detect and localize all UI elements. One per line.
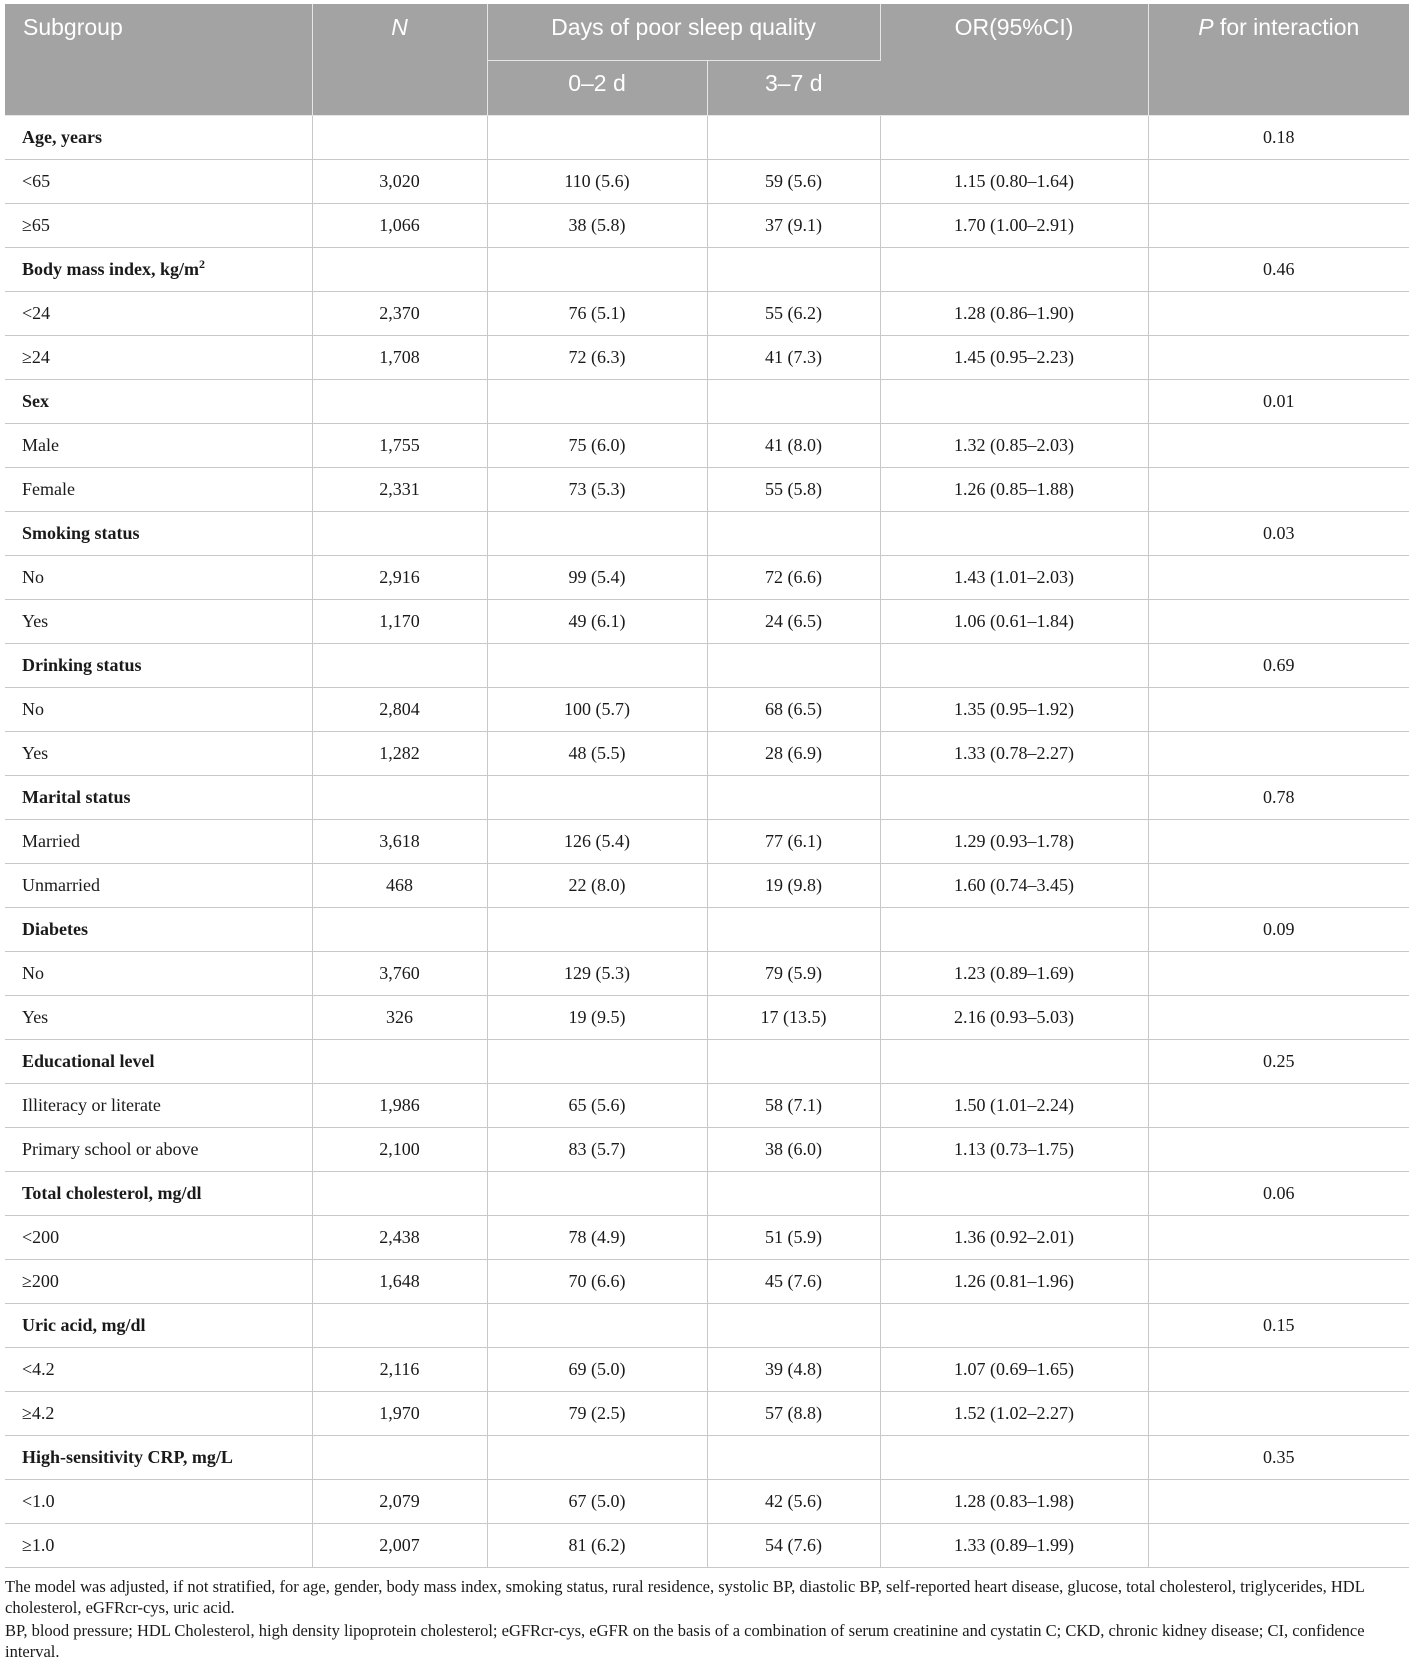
group-label [5, 116, 312, 160]
row-or-ci: 1.33 (0.78–2.27) [880, 732, 1148, 776]
row-or-ci: 1.07 (0.69–1.65) [880, 1348, 1148, 1392]
group-header-row [5, 248, 1409, 292]
table-row [5, 292, 1409, 336]
row-3-7-days: 54 (7.6) [707, 1524, 880, 1568]
row-0-2-days: 78 (4.9) [487, 1216, 707, 1260]
row-3-7-days: 58 (7.1) [707, 1084, 880, 1128]
p-value-text: 0.25 [1263, 1051, 1295, 1071]
table-row [5, 820, 1409, 864]
row-n: 3,618 [312, 820, 487, 864]
row-3-7-days: 55 (5.8) [707, 468, 880, 512]
group-d37-cell [707, 1172, 880, 1216]
row-0-2-days: 110 (5.6) [487, 160, 707, 204]
row-p-empty [1148, 336, 1409, 380]
row-p-empty [1148, 468, 1409, 512]
table-row [5, 1128, 1409, 1172]
group-or-cell [880, 248, 1148, 292]
header-p-italic: P [1198, 14, 1214, 40]
group-d02-cell [487, 644, 707, 688]
row-p-empty [1148, 1524, 1409, 1568]
row-label: Female [5, 468, 312, 512]
row-p-empty [1148, 1260, 1409, 1304]
group-d02-cell [487, 776, 707, 820]
table-row [5, 996, 1409, 1040]
group-or-cell [880, 1436, 1148, 1480]
group-label-text: Diabetes [22, 919, 88, 939]
row-or-ci: 1.15 (0.80–1.64) [880, 160, 1148, 204]
row-0-2-days: 67 (5.0) [487, 1480, 707, 1524]
row-label: Male [5, 424, 312, 468]
row-3-7-days: 37 (9.1) [707, 204, 880, 248]
row-p-empty [1148, 1348, 1409, 1392]
row-3-7-days: 45 (7.6) [707, 1260, 880, 1304]
row-p-empty [1148, 1216, 1409, 1260]
table-row [5, 1084, 1409, 1128]
row-or-ci: 1.35 (0.95–1.92) [880, 688, 1148, 732]
group-p-value [1148, 776, 1409, 820]
row-n: 1,066 [312, 204, 487, 248]
row-label: Married [5, 820, 312, 864]
header-days-poor-sleep: Days of poor sleep quality [487, 4, 880, 61]
group-d37-cell [707, 776, 880, 820]
row-p-empty [1148, 600, 1409, 644]
p-value-text: 0.35 [1263, 1447, 1295, 1467]
row-0-2-days: 22 (8.0) [487, 864, 707, 908]
table-row [5, 468, 1409, 512]
table-row [5, 1480, 1409, 1524]
row-label: <4.2 [5, 1348, 312, 1392]
p-value-text: 0.06 [1263, 1183, 1295, 1203]
row-p-empty [1148, 820, 1409, 864]
group-n-cell [312, 1040, 487, 1084]
group-label [5, 380, 312, 424]
group-n-cell [312, 380, 487, 424]
group-p-value [1148, 116, 1409, 160]
table-row [5, 600, 1409, 644]
p-value-text: 0.18 [1263, 127, 1295, 147]
row-label: ≥1.0 [5, 1524, 312, 1568]
group-or-cell [880, 776, 1148, 820]
row-3-7-days: 51 (5.9) [707, 1216, 880, 1260]
row-p-empty [1148, 556, 1409, 600]
row-3-7-days: 41 (7.3) [707, 336, 880, 380]
group-label-text: Marital status [22, 787, 131, 807]
row-label: <24 [5, 292, 312, 336]
row-0-2-days: 99 (5.4) [487, 556, 707, 600]
group-label [5, 776, 312, 820]
row-n: 2,916 [312, 556, 487, 600]
row-3-7-days: 72 (6.6) [707, 556, 880, 600]
row-3-7-days: 38 (6.0) [707, 1128, 880, 1172]
group-label [5, 512, 312, 556]
row-p-empty [1148, 1128, 1409, 1172]
row-label: No [5, 688, 312, 732]
row-p-empty [1148, 996, 1409, 1040]
row-3-7-days: 57 (8.8) [707, 1392, 880, 1436]
row-or-ci: 1.45 (0.95–2.23) [880, 336, 1148, 380]
row-p-empty [1148, 952, 1409, 996]
group-or-cell [880, 1172, 1148, 1216]
table-header [5, 4, 1409, 116]
row-label: No [5, 952, 312, 996]
row-n: 468 [312, 864, 487, 908]
group-header-row [5, 908, 1409, 952]
group-p-value [1148, 248, 1409, 292]
table-row [5, 204, 1409, 248]
row-3-7-days: 77 (6.1) [707, 820, 880, 864]
row-n: 1,708 [312, 336, 487, 380]
row-n: 2,331 [312, 468, 487, 512]
group-p-value [1148, 512, 1409, 556]
table-row [5, 864, 1409, 908]
row-0-2-days: 75 (6.0) [487, 424, 707, 468]
row-or-ci: 2.16 (0.93–5.03) [880, 996, 1148, 1040]
group-n-cell [312, 1436, 487, 1480]
row-0-2-days: 48 (5.5) [487, 732, 707, 776]
row-or-ci: 1.28 (0.83–1.98) [880, 1480, 1148, 1524]
group-d37-cell [707, 380, 880, 424]
group-header-row [5, 1040, 1409, 1084]
p-value-text: 0.69 [1263, 655, 1295, 675]
table-row [5, 688, 1409, 732]
group-d37-cell [707, 512, 880, 556]
header-n: N [312, 4, 487, 116]
group-d02-cell [487, 248, 707, 292]
group-d02-cell [487, 116, 707, 160]
group-or-cell [880, 1304, 1148, 1348]
row-label: Yes [5, 600, 312, 644]
header-p-interaction [1148, 4, 1409, 116]
row-label: Illiteracy or literate [5, 1084, 312, 1128]
table-body [5, 116, 1409, 1568]
row-n: 2,438 [312, 1216, 487, 1260]
group-or-cell [880, 1040, 1148, 1084]
group-d02-cell [487, 512, 707, 556]
group-n-cell [312, 116, 487, 160]
group-d37-cell [707, 908, 880, 952]
group-label [5, 1172, 312, 1216]
group-label [5, 1436, 312, 1480]
row-3-7-days: 55 (6.2) [707, 292, 880, 336]
row-or-ci: 1.28 (0.86–1.90) [880, 292, 1148, 336]
row-0-2-days: 73 (5.3) [487, 468, 707, 512]
row-0-2-days: 19 (9.5) [487, 996, 707, 1040]
row-or-ci: 1.13 (0.73–1.75) [880, 1128, 1148, 1172]
row-0-2-days: 70 (6.6) [487, 1260, 707, 1304]
header-0-2-days: 0–2 d [487, 61, 707, 116]
group-header-row [5, 644, 1409, 688]
row-p-empty [1148, 864, 1409, 908]
row-3-7-days: 39 (4.8) [707, 1348, 880, 1392]
group-n-cell [312, 644, 487, 688]
row-3-7-days: 42 (5.6) [707, 1480, 880, 1524]
row-p-empty [1148, 1392, 1409, 1436]
row-0-2-days: 69 (5.0) [487, 1348, 707, 1392]
row-or-ci: 1.33 (0.89–1.99) [880, 1524, 1148, 1568]
group-p-value [1148, 1436, 1409, 1480]
row-label: Unmarried [5, 864, 312, 908]
group-n-cell [312, 248, 487, 292]
row-0-2-days: 76 (5.1) [487, 292, 707, 336]
row-or-ci: 1.26 (0.81–1.96) [880, 1260, 1148, 1304]
row-label: Primary school or above [5, 1128, 312, 1172]
group-p-value [1148, 644, 1409, 688]
row-0-2-days: 72 (6.3) [487, 336, 707, 380]
group-or-cell [880, 512, 1148, 556]
subgroup-analysis-table [5, 4, 1409, 1568]
row-3-7-days: 19 (9.8) [707, 864, 880, 908]
group-header-row [5, 512, 1409, 556]
group-label [5, 248, 312, 292]
row-p-empty [1148, 732, 1409, 776]
group-label-text: Educational level [22, 1051, 155, 1071]
header-p-rest: for interaction [1213, 14, 1360, 40]
row-n: 2,804 [312, 688, 487, 732]
group-label-text: Total cholesterol, mg/dl [22, 1183, 202, 1203]
group-header-row [5, 1304, 1409, 1348]
group-d02-cell [487, 380, 707, 424]
header-or-ci: OR(95%CI) [880, 4, 1148, 116]
group-header-row [5, 380, 1409, 424]
group-label-text: High-sensitivity CRP, mg/L [22, 1447, 233, 1467]
group-n-cell [312, 1172, 487, 1216]
row-0-2-days: 79 (2.5) [487, 1392, 707, 1436]
table-row [5, 556, 1409, 600]
row-3-7-days: 17 (13.5) [707, 996, 880, 1040]
group-p-value [1148, 908, 1409, 952]
group-label-text: Uric acid, mg/dl [22, 1315, 146, 1335]
group-p-value [1148, 1172, 1409, 1216]
row-n: 2,100 [312, 1128, 487, 1172]
table-row [5, 160, 1409, 204]
table-row [5, 336, 1409, 380]
group-label-text: Body mass index, kg/m [22, 259, 200, 279]
row-label: <65 [5, 160, 312, 204]
group-p-value [1148, 380, 1409, 424]
table-row [5, 1524, 1409, 1568]
row-3-7-days: 41 (8.0) [707, 424, 880, 468]
row-3-7-days: 59 (5.6) [707, 160, 880, 204]
row-p-empty [1148, 1480, 1409, 1524]
group-or-cell [880, 908, 1148, 952]
group-d02-cell [487, 1436, 707, 1480]
p-value-text: 0.01 [1263, 391, 1295, 411]
row-or-ci: 1.36 (0.92–2.01) [880, 1216, 1148, 1260]
row-n: 1,648 [312, 1260, 487, 1304]
row-or-ci: 1.43 (1.01–2.03) [880, 556, 1148, 600]
row-label: <200 [5, 1216, 312, 1260]
group-n-cell [312, 512, 487, 556]
table-row [5, 1216, 1409, 1260]
group-label-text: Age, years [22, 127, 102, 147]
group-or-cell [880, 644, 1148, 688]
table-row [5, 952, 1409, 996]
row-n: 1,986 [312, 1084, 487, 1128]
row-or-ci: 1.60 (0.74–3.45) [880, 864, 1148, 908]
group-d02-cell [487, 1304, 707, 1348]
row-p-empty [1148, 424, 1409, 468]
p-value-text: 0.46 [1263, 259, 1295, 279]
group-label [5, 908, 312, 952]
group-label-text: Sex [22, 391, 49, 411]
row-label: ≥65 [5, 204, 312, 248]
row-0-2-days: 65 (5.6) [487, 1084, 707, 1128]
group-d37-cell [707, 116, 880, 160]
row-n: 2,370 [312, 292, 487, 336]
group-d37-cell [707, 644, 880, 688]
p-value-text: 0.15 [1263, 1315, 1295, 1335]
row-p-empty [1148, 688, 1409, 732]
row-or-ci: 1.06 (0.61–1.84) [880, 600, 1148, 644]
row-n: 1,170 [312, 600, 487, 644]
row-0-2-days: 129 (5.3) [487, 952, 707, 996]
group-d37-cell [707, 1436, 880, 1480]
group-d37-cell [707, 1304, 880, 1348]
row-0-2-days: 100 (5.7) [487, 688, 707, 732]
row-n: 3,020 [312, 160, 487, 204]
group-header-row [5, 1172, 1409, 1216]
row-n: 1,755 [312, 424, 487, 468]
row-p-empty [1148, 292, 1409, 336]
p-value-text: 0.03 [1263, 523, 1295, 543]
row-or-ci: 1.70 (1.00–2.91) [880, 204, 1148, 248]
row-label: Yes [5, 996, 312, 1040]
row-3-7-days: 68 (6.5) [707, 688, 880, 732]
group-label [5, 644, 312, 688]
group-d02-cell [487, 1172, 707, 1216]
row-n: 2,007 [312, 1524, 487, 1568]
table-row [5, 1260, 1409, 1304]
group-label-text: Drinking status [22, 655, 142, 675]
row-0-2-days: 81 (6.2) [487, 1524, 707, 1568]
row-or-ci: 1.23 (0.89–1.69) [880, 952, 1148, 996]
group-n-cell [312, 776, 487, 820]
table-row [5, 424, 1409, 468]
row-or-ci: 1.29 (0.93–1.78) [880, 820, 1148, 864]
footnote-abbreviations: BP, blood pressure; HDL Cholesterol, high density lipoprotein cholesterol; eGFRcr-cys, eGFR on the basis of a combination of serum creatinine and cystatin C; CKD, chronic kidney disease; CI, confidence interval. [5, 1621, 1365, 1661]
row-n: 2,116 [312, 1348, 487, 1392]
p-value-text: 0.78 [1263, 787, 1295, 807]
group-d02-cell [487, 1040, 707, 1084]
group-label [5, 1304, 312, 1348]
p-value-text: 0.09 [1263, 919, 1295, 939]
table-row [5, 1392, 1409, 1436]
row-0-2-days: 49 (6.1) [487, 600, 707, 644]
row-n: 1,970 [312, 1392, 487, 1436]
group-header-row [5, 776, 1409, 820]
group-d37-cell [707, 1040, 880, 1084]
footnote-adjustment: The model was adjusted, if not stratified, for age, gender, body mass index, smoking status, rural residence, systolic BP, diastolic BP, self-reported heart disease, glucose, total cholesterol, triglycerides, HDL cholesterol, eGFRcr-cys, uric acid. [5, 1577, 1365, 1617]
group-p-value [1148, 1040, 1409, 1084]
row-label: No [5, 556, 312, 600]
table-row [5, 732, 1409, 776]
row-p-empty [1148, 160, 1409, 204]
table-footnotes [5, 1576, 1409, 1662]
row-3-7-days: 24 (6.5) [707, 600, 880, 644]
group-label [5, 1040, 312, 1084]
group-d02-cell [487, 908, 707, 952]
table-row [5, 1348, 1409, 1392]
group-or-cell [880, 116, 1148, 160]
row-label: <1.0 [5, 1480, 312, 1524]
row-label: ≥4.2 [5, 1392, 312, 1436]
row-or-ci: 1.52 (1.02–2.27) [880, 1392, 1148, 1436]
row-label: Yes [5, 732, 312, 776]
row-3-7-days: 79 (5.9) [707, 952, 880, 996]
row-label: ≥200 [5, 1260, 312, 1304]
row-or-ci: 1.26 (0.85–1.88) [880, 468, 1148, 512]
row-0-2-days: 126 (5.4) [487, 820, 707, 864]
row-n: 2,079 [312, 1480, 487, 1524]
row-n: 3,760 [312, 952, 487, 996]
group-label-text: Smoking status [22, 523, 140, 543]
row-n: 326 [312, 996, 487, 1040]
row-or-ci: 1.50 (1.01–2.24) [880, 1084, 1148, 1128]
row-p-empty [1148, 1084, 1409, 1128]
group-n-cell [312, 1304, 487, 1348]
table-container [5, 4, 1409, 1664]
row-0-2-days: 83 (5.7) [487, 1128, 707, 1172]
group-header-row [5, 1436, 1409, 1480]
group-or-cell [880, 380, 1148, 424]
row-n: 1,282 [312, 732, 487, 776]
row-0-2-days: 38 (5.8) [487, 204, 707, 248]
row-3-7-days: 28 (6.9) [707, 732, 880, 776]
row-p-empty [1148, 204, 1409, 248]
row-label: ≥24 [5, 336, 312, 380]
group-p-value [1148, 1304, 1409, 1348]
group-header-row [5, 116, 1409, 160]
row-or-ci: 1.32 (0.85–2.03) [880, 424, 1148, 468]
group-n-cell [312, 908, 487, 952]
group-label-superscript: 2 [199, 257, 206, 271]
header-3-7-days: 3–7 d [707, 61, 880, 116]
header-subgroup: Subgroup [5, 4, 312, 116]
group-d37-cell [707, 248, 880, 292]
